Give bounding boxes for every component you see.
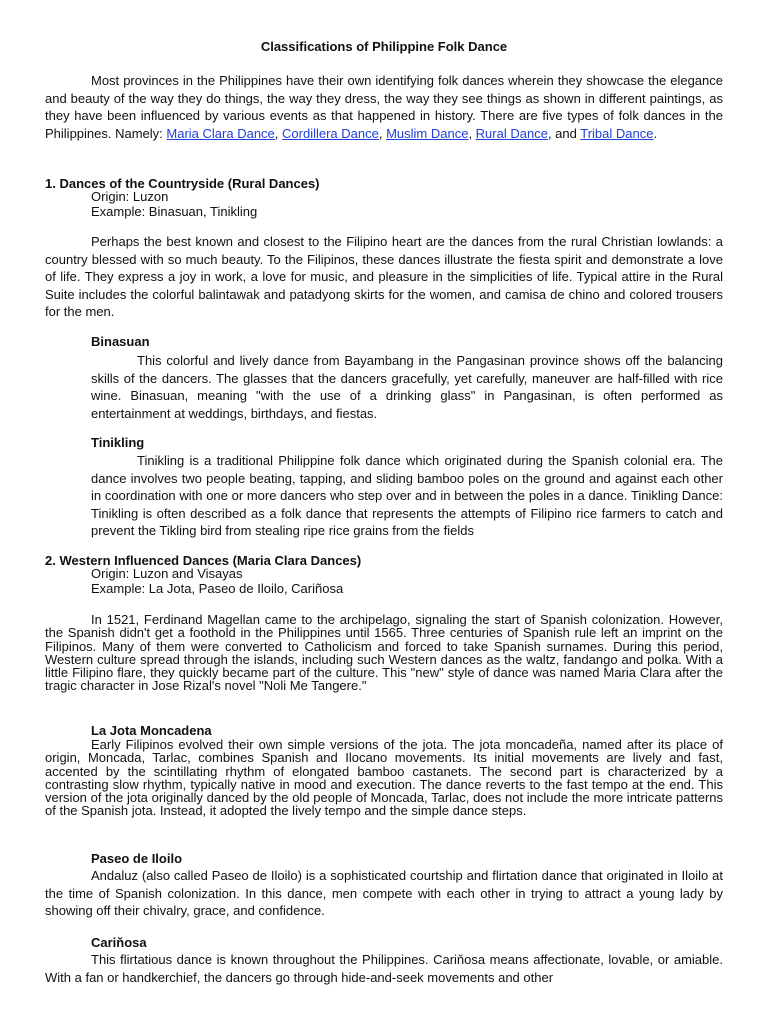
section1-meta — [91, 190, 768, 219]
link-muslim-dance[interactable]: Muslim Dance — [386, 126, 469, 142]
separator: , — [378, 126, 387, 142]
separator: , — [274, 126, 283, 142]
paseo-heading: Paseo de Iloilo — [91, 851, 183, 866]
la-jota-heading: La Jota Moncadena — [91, 723, 212, 738]
separator: , and — [547, 126, 581, 142]
section2-example: Example: La Jota, Paseo de Iloilo, Cariñosa — [91, 580, 344, 596]
section1-body-text: Perhaps the best known and closest to the Filipino heart are the dances from the rural Christian lowlands: a country blessed with so much beauty. To the Filipinos, these dances illustrate the fiesta spirit and demonstrate a love of life. They express a joy in work, a love for music, and pleasure in the simplicities of life. Typical attire in the Rural Suite includes the colorful balintawak and patadyong skirts for the women, and camisa de chino and colored trousers for the men. — [45, 234, 723, 319]
tinikling-text: Tinikling is a traditional Philippine folk dance which originated during the Spanish colonial era. The dance involves two people beating, tapping, and sliding bamboo poles on the ground and against each other in coordination with one or more dancers who step over and in between the poles in a dance. Tinikling Dance: Tinikling is often described as a folk dance that represents the attempts of Filipino rice farmers to catch and prevent the Tikling bird from stealing ripe rice grains from the fields — [91, 453, 723, 538]
period: . — [653, 126, 658, 142]
tinikling-heading: Tinikling — [91, 435, 145, 450]
section2-meta — [91, 567, 768, 596]
paseo-text: Andaluz (also called Paseo de Iloilo) is a sophisticated courtship and flirtation dance that originated in Iloilo at the time of Spanish colonization. In this dance, men compete with each other in trying to attract a young lady by showing off their chivalry, grace, and confidence. — [45, 868, 723, 918]
section2-origin: Origin: Luzon and Visayas — [91, 566, 243, 581]
section2-body — [45, 613, 723, 693]
separator: , — [468, 126, 476, 142]
section2-body-text: In 1521, Ferdinand Magellan came to the archipelago, signaling the start of Spanish colonization. However, the Spanish didn't get a foothold in the Philippines until 1565. Three centuries of Spanish rule left an imprint on the Filipinos. Many of them were converted to Catholicism and forced to take Spanish surnames. During this period, Western culture spread through the islands, including such Western dances as the waltz, fandango and polka. With a little Filipino flare, they quickly became part of the culture. This "new" style of dance was named Maria Clara after the tragic character in Jose Rizal's novel "Noli Me Tangere." — [45, 612, 723, 694]
link-maria-clara-dance[interactable]: Maria Clara Dance — [166, 126, 275, 142]
link-cordillera-dance[interactable]: Cordillera Dance — [282, 126, 379, 142]
binasuan-text: This colorful and lively dance from Bayambang in the Pangasinan province shows off the balancing skills of the dancers. The glasses that the dancers gracefully, yet carefully, maneuver are half-filled with rice wine. Binasuan, meaning "with the use of a drinking glass" in Pangasinan, is often performed as entertainment at weddings, birthdays, and fiestas. — [91, 353, 723, 421]
section1-heading: 1. Dances of the Countryside (Rural Dances) — [45, 176, 320, 191]
section1-origin: Origin: Luzon — [91, 189, 169, 204]
paseo-paragraph — [45, 867, 723, 920]
link-rural-dance[interactable]: Rural Dance — [475, 126, 548, 142]
intro-text: Most provinces in the Philippines have their own identifying folk dances wherein they showcase the elegance and beauty of the way they do things, the way they dress, the way they see things as shown in different paintings, as they have been influenced by various events as that happened in history. There are five types of folk dances in the Philippines. Namely: — [45, 73, 723, 142]
carinosa-paragraph — [45, 951, 723, 986]
carinosa-heading: Cariňosa — [91, 935, 147, 950]
intro-paragraph — [45, 72, 723, 143]
link-tribal-dance[interactable]: Tribal Dance — [580, 126, 654, 142]
binasuan-paragraph — [91, 352, 723, 422]
section1-example: Example: Binasuan, Tinikling — [91, 203, 258, 219]
la-jota-text: Early Filipinos evolved their own simple versions of the jota. The jota moncadeña, named after its place of origin, Moncada, Tarlac, combines Spanish and Ilocano movements. Its initial movements are lively and fast, accented by the scintillating rhythm of elongated bamboo castanets. The second part is characterized by a contrasting slow rhythm, typically native in mood and execution. The dance reverts to the fast tempo at the end. This version of the jota originally danced by the old people of Moncada, Tarlac, does not include the more intricate patterns of the Spanish jota. Instead, it adopted the lively tempo and the simple dance steps. — [45, 737, 723, 819]
binasuan-heading: Binasuan — [91, 334, 150, 349]
document-title: Classifications of Philippine Folk Dance — [260, 39, 508, 54]
tinikling-paragraph — [91, 452, 723, 540]
carinosa-text: This flirtatious dance is known throughout the Philippines. Cariňosa means affectionate, lovable, or amiable. With a fan or handkerchief, the dancers go through hide-and-seek movements and other — [45, 952, 723, 985]
section1-body — [45, 233, 723, 321]
section2-heading: 2. Western Influenced Dances (Maria Clara Dances) — [45, 553, 362, 568]
la-jota-paragraph — [45, 738, 723, 818]
